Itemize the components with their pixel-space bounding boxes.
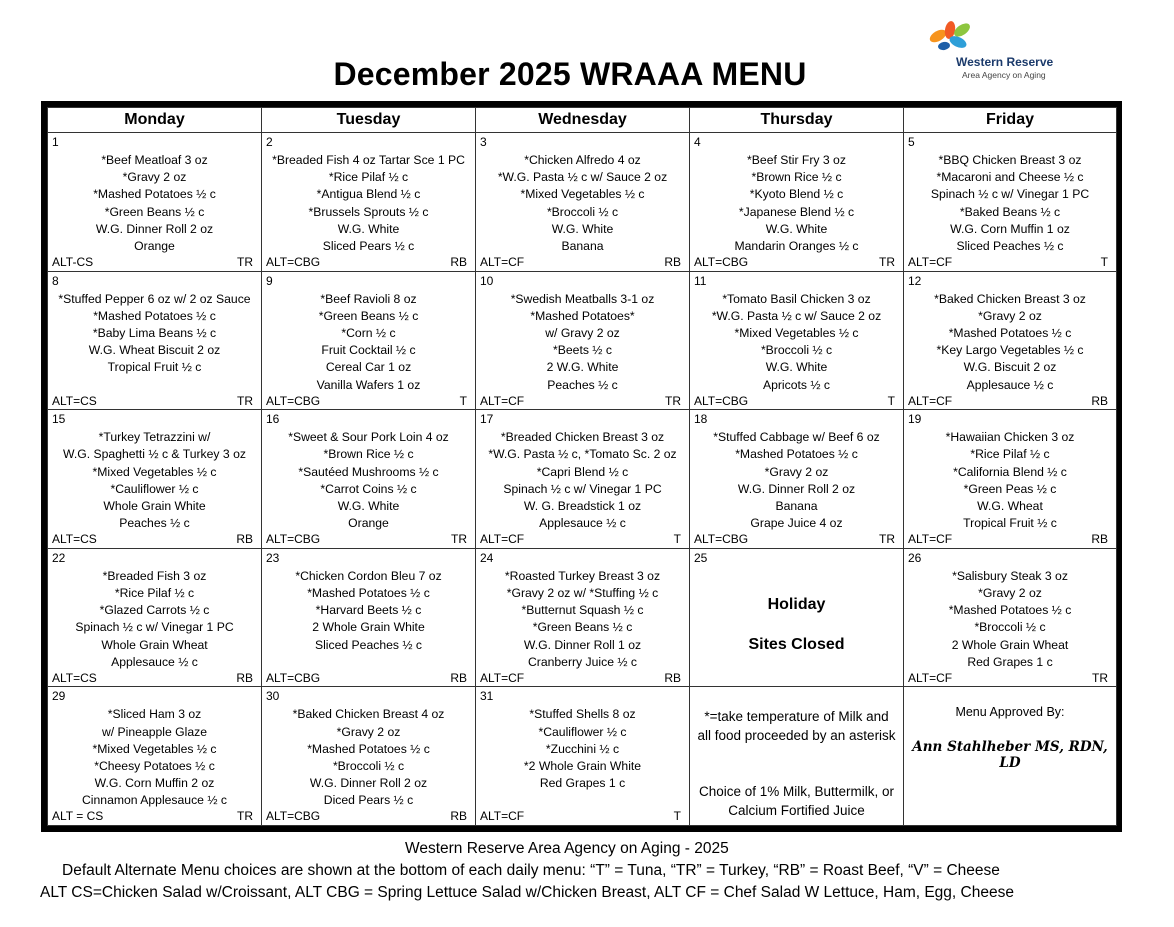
day-number: 3: [480, 135, 487, 149]
menu-item: *Broccoli ½ c: [332, 758, 405, 773]
menu-item: *Mashed Potatoes ½ c: [948, 326, 1072, 340]
alternate-menu-label: ALT=CF: [480, 809, 525, 824]
alternate-menu-label: ALT=CF: [908, 255, 953, 269]
menu-items: [264, 429, 473, 532]
day-cell-content: [48, 133, 261, 270]
day-cell-content: [262, 133, 475, 270]
holiday-notice: [690, 585, 903, 665]
menu-item: Fruit Cocktail ½ c: [321, 343, 416, 358]
day-number: 19: [908, 412, 922, 427]
menu-item: Orange: [348, 516, 389, 531]
day-cell-content: [262, 272, 475, 409]
menu-items: [478, 706, 687, 792]
day-cell: [262, 133, 476, 272]
footer-alternate-codes: Default Alternate Menu choices are shown at the bottom of each daily menu: “T” = Tuna, “TR” = Turkey, “RB” = Roast Beef, “V” = Cheese: [62, 862, 1000, 879]
alternate-code: RB: [1091, 532, 1108, 547]
menu-item: *Green Beans ½ c: [318, 308, 419, 323]
menu-items: [692, 152, 901, 255]
weekday-header-friday: Friday: [904, 108, 1117, 133]
alternate-menu-label: ALT=CF: [480, 255, 525, 269]
menu-item: *Chicken Alfredo 4 oz: [524, 153, 641, 167]
menu-items: [264, 291, 473, 394]
logo-org-name: Western Reserve: [956, 55, 1054, 69]
weekday-header-wednesday: Wednesday: [476, 108, 690, 133]
menu-item: Spinach ½ c w/ Vinegar 1 PC: [75, 620, 234, 635]
day-cell-content: [48, 410, 261, 547]
menu-item: *Hawaiian Chicken 3 oz: [945, 430, 1075, 445]
menu-item: *Baked Chicken Breast 4 oz: [292, 707, 445, 722]
menu-items: [50, 152, 259, 255]
menu-item: *Rice Pilaf ½ c: [114, 585, 195, 600]
menu-item: W.G. Dinner Roll 2 oz: [309, 776, 428, 791]
day-cell-content: [476, 133, 689, 270]
menu-item: W. G. Breadstick 1 oz: [523, 499, 642, 513]
page-title: December 2025 WRAAA MENU: [333, 56, 807, 92]
alternate-code: RB: [450, 670, 467, 685]
menu-item: W.G. Corn Muffin 1 oz: [950, 221, 1070, 236]
menu-items: [50, 706, 259, 809]
menu-item: *Mashed Potatoes ½ c: [93, 187, 216, 202]
menu-item: Vanilla Wafers 1 oz: [316, 377, 421, 392]
menu-item: *Baby Lima Beans ½ c: [92, 326, 217, 340]
alternate-code: TR: [451, 532, 467, 547]
menu-item: *Sweet & Sour Pork Loin 4 oz: [288, 430, 449, 445]
alternate-code: RB: [236, 670, 253, 685]
day-cell: [904, 410, 1117, 549]
menu-item: *Stuffed Cabbage w/ Beef 6 oz: [713, 430, 880, 445]
menu-item: *Carrot Coins ½ c: [320, 481, 417, 496]
menu-item: *Mashed Potatoes ½ c: [307, 585, 430, 600]
menu-item: W.G. White: [551, 221, 614, 236]
menu-item: W.G. Dinner Roll 2 oz: [95, 221, 214, 236]
day-cell-content: [904, 272, 1116, 409]
menu-item: *Japanese Blend ½ c: [738, 204, 855, 219]
menu-item: *Zucchini ½ c: [545, 741, 620, 756]
menu-item: *Broccoli ½ c: [974, 620, 1046, 635]
dietitian-signature: Ann Stahlheber MS, RDN, LD: [912, 739, 1108, 772]
holiday-text: Sites Closed: [748, 635, 845, 653]
menu-item: Sliced Peaches ½ c: [314, 637, 423, 652]
menu-item: *Gravy 2 oz: [978, 308, 1042, 323]
day-cell: [904, 548, 1117, 687]
menu-item: *Mixed Vegetables ½ c: [92, 741, 217, 756]
day-number: 24: [480, 550, 494, 565]
day-cell: [262, 410, 476, 549]
day-cell: [904, 133, 1117, 272]
menu-item: *Tomato Basil Chicken 3 oz: [722, 291, 871, 306]
day-cell-content: [262, 549, 475, 686]
alternate-code: T: [887, 393, 895, 408]
logo-subtitle: Area Agency on Aging: [962, 70, 1046, 80]
day-cell: [48, 271, 262, 410]
menu-item: *Swedish Meatballs 3-1 oz: [510, 291, 655, 306]
menu-item: *Mashed Potatoes ½ c: [307, 741, 430, 756]
menu-item: Orange: [134, 239, 175, 254]
alternate-menu-label: ALT=CBG: [266, 255, 321, 269]
menu-calendar-frame: [41, 101, 1122, 832]
menu-item: *Gravy 2 oz: [764, 464, 829, 479]
alternate-menu-label: ALT=CS: [52, 393, 97, 408]
menu-item: *Beef Stir Fry 3 oz: [747, 153, 846, 167]
week-row: [48, 548, 1117, 687]
day-cell-content: [48, 272, 261, 409]
menu-item: *Sliced Ham 3 oz: [107, 707, 202, 722]
week-row: [48, 410, 1117, 549]
menu-items: [906, 429, 1114, 532]
menu-item: *Antigua Blend ½ c: [316, 187, 421, 202]
alternate-code: RB: [664, 670, 681, 685]
day-cell: [690, 548, 904, 687]
day-cell-content: [904, 410, 1116, 547]
alternate-code: RB: [664, 255, 681, 269]
menu-item: w/ Gravy 2 oz: [545, 326, 620, 340]
menu-item: *Brussels Sprouts ½ c: [308, 204, 429, 219]
leaf-logo-icon: [928, 18, 988, 58]
menu-item: *Turkey Tetrazzini w/: [98, 430, 211, 445]
day-number: 8: [52, 273, 59, 288]
day-number: 12: [908, 273, 922, 288]
day-number: 18: [694, 412, 708, 427]
menu-item: *Rice Pilaf ½ c: [970, 447, 1050, 462]
menu-item: *Beef Ravioli 8 oz: [320, 291, 417, 306]
approved-by-label: Menu Approved By:: [955, 705, 1065, 720]
menu-item: *Broccoli ½ c: [546, 204, 619, 219]
menu-item: *Harvard Beets ½ c: [315, 603, 422, 618]
day-number: 10: [480, 273, 494, 288]
alternate-menu-label: ALT=CBG: [694, 532, 749, 547]
menu-item: *Beets ½ c: [553, 343, 612, 358]
day-number: 11: [694, 273, 707, 288]
menu-item: *Gravy 2 oz: [336, 724, 401, 739]
alternate-code: TR: [237, 255, 253, 269]
menu-items: [264, 568, 473, 654]
menu-item: *Roasted Turkey Breast 3 oz: [504, 568, 661, 583]
week-row: [48, 133, 1117, 272]
day-cell: [48, 687, 262, 826]
alternate-menu-label: ALT=CF: [908, 670, 953, 685]
alternate-code: RB: [1091, 393, 1108, 408]
alternate-code: TR: [879, 255, 895, 269]
day-cell: [690, 687, 904, 826]
menu-item: Banana: [561, 239, 604, 254]
menu-item: Applesauce ½ c: [111, 654, 198, 669]
menu-item: Whole Grain White: [103, 499, 206, 513]
day-cell: [476, 687, 690, 826]
alternate-code: TR: [237, 393, 253, 408]
menu-item: *Gravy 2 oz w/ *Stuffing ½ c: [506, 585, 659, 600]
menu-item: Sliced Pears ½ c: [322, 239, 415, 254]
holiday-text: Holiday: [767, 595, 826, 613]
alternate-menu-label: ALT=CF: [908, 532, 953, 547]
alternate-code: RB: [450, 255, 467, 269]
day-cell-content: [476, 410, 689, 547]
footer-org-line: Western Reserve Area Agency on Aging - 2025: [405, 840, 729, 857]
day-cell-content: [476, 687, 689, 824]
menu-item: *Brown Rice ½ c: [751, 170, 842, 185]
alternate-code: T: [1100, 255, 1108, 269]
alternate-menu-label: ALT=CS: [52, 670, 97, 685]
menu-item: W.G. White: [765, 221, 828, 236]
menu-item: Tropical Fruit ½ c: [963, 516, 1057, 531]
menu-item: W.G. Biscuit 2 oz: [963, 360, 1057, 375]
menu-item: Cranberry Juice ½ c: [527, 654, 638, 669]
menu-item: Peaches ½ c: [119, 516, 190, 531]
menu-item: *Stuffed Shells 8 oz: [529, 707, 636, 722]
menu-item: *Baked Chicken Breast 3 oz: [934, 291, 1086, 306]
day-cell-content: [690, 410, 903, 547]
menu-item: *Breaded Fish 4 oz Tartar Sce 1 PC: [272, 153, 465, 167]
day-number: 26: [908, 550, 922, 565]
menu-item: W.G. White: [337, 221, 400, 236]
menu-item: *BBQ Chicken Breast 3 oz: [938, 153, 1082, 167]
menu-item: *Butternut Squash ½ c: [521, 603, 644, 618]
menu-item: *Green Beans ½ c: [104, 204, 205, 219]
footer-alt-definitions: ALT CS=Chicken Salad w/Croissant, ALT CBG = Spring Lettuce Salad w/Chicken Breast, ALT CF = Chef Salad W Lettuce, Ham, Egg, Cheese: [40, 884, 1014, 901]
day-cell-content: [904, 133, 1116, 270]
alternate-code: RB: [450, 809, 467, 824]
day-cell: [690, 133, 904, 272]
week-row: [48, 687, 1117, 826]
menu-item: *Sautéed Mushrooms ½ c: [298, 464, 439, 479]
menu-item: Peaches ½ c: [547, 377, 618, 392]
day-cell-content: [690, 133, 903, 270]
menu-item: *Salisbury Steak 3 oz: [952, 568, 1068, 583]
day-number: 5: [908, 135, 915, 149]
weekday-header-row: [48, 108, 1117, 133]
menu-item: *Brown Rice ½ c: [323, 447, 414, 462]
day-cell-content: [690, 687, 903, 824]
menu-item: *Mashed Potatoes ½ c: [948, 603, 1072, 618]
weekday-header-thursday: Thursday: [690, 108, 904, 133]
day-cell: [904, 271, 1117, 410]
menu-item: W.G. Wheat Biscuit 2 oz: [88, 343, 221, 358]
menu-items: [692, 291, 901, 394]
menu-item: Spinach ½ c w/ Vinegar 1 PC: [930, 187, 1090, 202]
day-number: 17: [480, 412, 494, 427]
menu-items: [50, 291, 259, 377]
menu-item: *Gravy 2 oz: [122, 170, 187, 185]
day-cell-content: [904, 549, 1116, 686]
menu-item: 2 W.G. White: [546, 360, 619, 375]
day-cell: [904, 687, 1117, 826]
menu-item: *Chicken Cordon Bleu 7 oz: [295, 568, 442, 583]
day-number: 15: [52, 412, 66, 427]
menu-item: Whole Grain Wheat: [101, 637, 208, 652]
menu-item: 2 Whole Grain White: [312, 620, 425, 635]
menu-item: W.G. Corn Muffin 2 oz: [94, 776, 215, 791]
footer: [0, 838, 1174, 904]
menu-item: *Green Peas ½ c: [963, 481, 1057, 496]
day-cell-content: [476, 272, 689, 409]
menu-item: Tropical Fruit ½ c: [107, 360, 202, 375]
menu-item: *W.G. Pasta ½ c w/ Sauce 2 oz: [711, 308, 882, 323]
menu-items: [478, 152, 687, 255]
menu-items: [478, 429, 687, 532]
menu-item: *Broccoli ½ c: [760, 343, 833, 358]
alternate-code: T: [673, 809, 681, 824]
day-cell-content: [476, 549, 689, 686]
menu-item: *California Blend ½ c: [953, 464, 1067, 479]
menu-calendar: [47, 107, 1117, 826]
alternate-menu-label: ALT=CBG: [266, 532, 321, 547]
menu-item: *Mashed Potatoes ½ c: [735, 447, 858, 462]
menu-items: [50, 568, 259, 671]
menu-item: *Mixed Vegetables ½ c: [92, 464, 217, 479]
alternate-menu-label: ALT=CF: [480, 393, 525, 408]
menu-items: [264, 706, 473, 809]
temperature-note: *=take temperature of Milk and all food proceeded by an asterisk: [697, 709, 896, 744]
alternate-code: TR: [237, 809, 253, 824]
calendar-body: [48, 133, 1117, 826]
menu-item: Mandarin Oranges ½ c: [734, 239, 859, 254]
menu-item: Banana: [775, 499, 818, 513]
day-cell: [262, 687, 476, 826]
menu-item: *W.G. Pasta ½ c, *Tomato Sc. 2 oz: [488, 447, 677, 462]
menu-item: *Stuffed Pepper 6 oz w/ 2 oz Sauce: [58, 291, 251, 306]
alternate-menu-label: ALT=CBG: [266, 670, 321, 685]
menu-item: *Mashed Potatoes*: [530, 308, 635, 323]
menu-item: w/ Pineapple Glaze: [101, 724, 207, 739]
day-number: 4: [694, 135, 701, 149]
menu-item: *Cheesy Potatoes ½ c: [94, 758, 215, 773]
menu-item: *Breaded Fish 3 oz: [102, 568, 207, 583]
day-number: 9: [266, 273, 273, 288]
menu-item: *Capri Blend ½ c: [536, 464, 629, 479]
menu-item: Red Grapes 1 c: [539, 776, 626, 791]
day-number: 23: [266, 550, 280, 565]
menu-item: *Mashed Potatoes ½ c: [93, 308, 216, 323]
alternate-menu-label: ALT=CBG: [266, 393, 321, 408]
menu-item: *Glazed Carrots ½ c: [99, 603, 210, 618]
day-number: 1: [52, 135, 59, 149]
alternate-menu-label: ALT=CBG: [266, 809, 321, 824]
day-cell-content: [262, 410, 475, 547]
menu-items: [478, 568, 687, 671]
menu-item: *Breaded Chicken Breast 3 oz: [500, 430, 665, 445]
menu-item: W.G. White: [765, 360, 828, 375]
menu-item: W.G. Spaghetti ½ c & Turkey 3 oz: [63, 447, 246, 462]
day-number: 22: [52, 550, 66, 565]
alternate-code: TR: [665, 393, 681, 408]
alternate-menu-label: ALT = CS: [52, 809, 104, 824]
day-cell: [476, 271, 690, 410]
menu-item: W.G. Dinner Roll 1 oz: [523, 637, 642, 652]
menu-item: *Cauliflower ½ c: [538, 724, 627, 739]
alternate-code: RB: [236, 532, 253, 547]
menu-item: *2 Whole Grain White: [523, 758, 642, 773]
day-number: 31: [480, 689, 494, 704]
menu-items: [906, 152, 1114, 255]
menu-item: *Macaroni and Cheese ½ c: [936, 170, 1084, 185]
menu-item: *W.G. Pasta ½ c w/ Sauce 2 oz: [497, 170, 668, 185]
menu-item: *Baked Beans ½ c: [959, 204, 1061, 219]
menu-items: [478, 291, 687, 394]
day-cell: [48, 548, 262, 687]
alternate-menu-label: ALT-CS: [52, 255, 94, 269]
menu-items: [692, 429, 901, 532]
menu-item: *Corn ½ c: [341, 326, 396, 340]
menu-item: Cinnamon Applesauce ½ c: [82, 793, 227, 808]
menu-item: *Rice Pilaf ½ c: [328, 170, 409, 185]
day-cell-content: [48, 687, 261, 824]
day-cell: [48, 133, 262, 272]
menu-item: Grape Juice 4 oz: [750, 516, 843, 531]
milk-choice-note: Choice of 1% Milk, Buttermilk, or Calcium Fortified Juice: [698, 784, 895, 819]
menu-item: W.G. Wheat: [977, 499, 1043, 513]
alternate-menu-label: ALT=CF: [480, 532, 525, 547]
alternate-code: T: [459, 393, 467, 408]
day-cell: [262, 271, 476, 410]
menu-item: *Key Largo Vegetables ½ c: [936, 343, 1084, 358]
alternate-menu-label: ALT=CBG: [694, 255, 749, 269]
day-cell: [476, 410, 690, 549]
menu-item: *Kyoto Blend ½ c: [749, 187, 844, 202]
day-cell: [476, 548, 690, 687]
menu-item: 2 Whole Grain Wheat: [951, 637, 1069, 652]
menu-items: [906, 291, 1114, 394]
day-cell: [262, 548, 476, 687]
day-cell: [690, 410, 904, 549]
day-number: 16: [266, 412, 280, 427]
day-cell-content: [690, 549, 903, 686]
alternate-menu-label: ALT=CF: [908, 393, 953, 408]
menu-item: Applesauce ½ c: [539, 516, 626, 531]
menu-item: *Gravy 2 oz: [978, 585, 1042, 600]
alternate-menu-label: ALT=CS: [52, 532, 97, 547]
menu-item: Applesauce ½ c: [966, 377, 1054, 392]
day-number: 29: [52, 689, 66, 704]
menu-item: W.G. Dinner Roll 2 oz: [737, 481, 856, 496]
day-number: 30: [266, 689, 280, 704]
day-cell: [48, 410, 262, 549]
menu-items: [264, 152, 473, 255]
menu-item: Sliced Peaches ½ c: [956, 239, 1064, 254]
menu-item: W.G. White: [337, 499, 400, 513]
weekday-header-monday: Monday: [48, 108, 262, 133]
menu-item: *Green Beans ½ c: [532, 620, 633, 635]
menu-items: [906, 568, 1114, 671]
day-cell-content: [262, 687, 475, 824]
day-cell-content: [904, 687, 1116, 824]
alternate-code: T: [673, 532, 681, 547]
menu-item: *Cauliflower ½ c: [110, 481, 199, 496]
week-row: [48, 271, 1117, 410]
menu-item: *Beef Meatloaf 3 oz: [101, 153, 208, 167]
menu-items: [50, 429, 259, 532]
alternate-code: TR: [1092, 670, 1108, 685]
menu-item: Cereal Car 1 oz: [325, 360, 412, 375]
alternate-menu-label: ALT=CBG: [694, 393, 749, 408]
menu-item: Apricots ½ c: [762, 377, 831, 392]
day-number: 25: [694, 550, 708, 565]
menu-item: *Mixed Vegetables ½ c: [520, 187, 645, 202]
day-cell: [476, 133, 690, 272]
weekday-header-tuesday: Tuesday: [262, 108, 476, 133]
menu-item: *Mixed Vegetables ½ c: [734, 326, 859, 340]
menu-item: Spinach ½ c w/ Vinegar 1 PC: [503, 481, 662, 496]
day-cell-content: [690, 272, 903, 409]
day-number: 2: [266, 135, 273, 149]
day-cell-content: [48, 549, 261, 686]
menu-item: Red Grapes 1 c: [967, 654, 1053, 669]
alternate-code: TR: [879, 532, 895, 547]
menu-item: Diced Pears ½ c: [323, 793, 414, 808]
alternate-menu-label: ALT=CF: [480, 670, 525, 685]
day-cell: [690, 271, 904, 410]
